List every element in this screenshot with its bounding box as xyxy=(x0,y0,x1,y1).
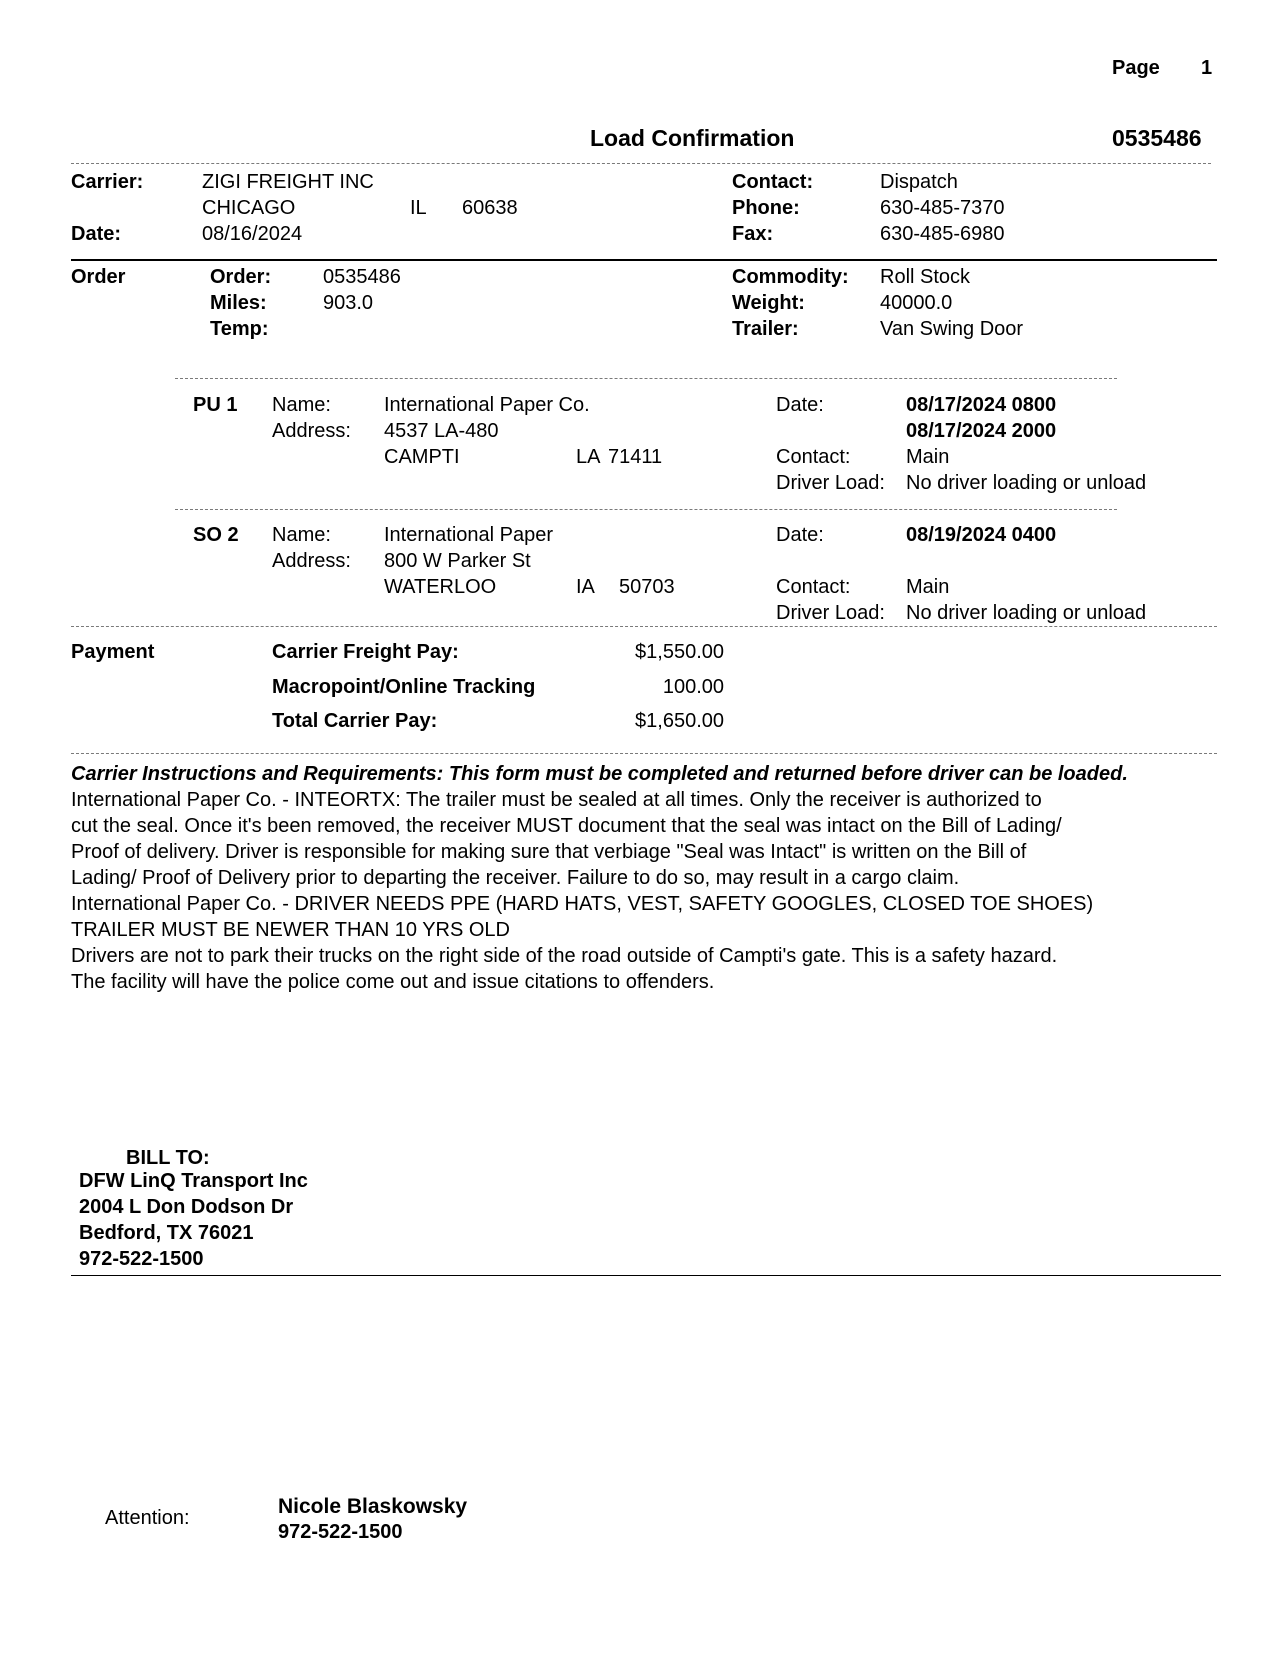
order-section-label: Order xyxy=(71,266,126,288)
contact-label: Contact: xyxy=(732,171,814,193)
carrier-fax: 630-485-6980 xyxy=(880,223,1005,245)
stop-city: CAMPTI xyxy=(384,446,460,468)
stop-code: SO 2 xyxy=(193,524,239,546)
stop-contact-label: Contact: xyxy=(776,576,851,598)
trailer-label: Trailer: xyxy=(732,318,799,340)
instructions-heading: Carrier Instructions and Requirements: This form must be completed and returned before driver can be loaded. xyxy=(71,763,1128,785)
bill-to-street: 2004 L Don Dodson Dr xyxy=(79,1196,294,1218)
stop-divider xyxy=(175,509,1117,510)
stop-date-label: Date: xyxy=(776,394,824,416)
payment-section-label: Payment xyxy=(71,641,155,663)
bill-to-label: BILL TO: xyxy=(126,1147,210,1169)
stop-zip: 71411 xyxy=(608,446,663,468)
phone-label: Phone: xyxy=(732,197,800,219)
stop-address: 4537 LA-480 xyxy=(384,420,499,442)
stop-date: 08/17/2024 0800 xyxy=(906,394,1057,416)
instruction-line: The facility will have the police come out and issue citations to offenders. xyxy=(71,971,715,993)
instruction-line: International Paper Co. - INTEORTX: The trailer must be sealed at all times. Only the receiver is authorized to xyxy=(71,789,1042,811)
stop-date-end: 08/17/2024 2000 xyxy=(906,420,1057,442)
temp-label: Temp: xyxy=(210,318,269,340)
stop-name: International Paper xyxy=(384,524,554,546)
header-divider xyxy=(71,163,1211,164)
document-title: Load Confirmation xyxy=(590,125,795,151)
payment-total-amount: $1,650.00 xyxy=(635,710,724,732)
order-miles: 903.0 xyxy=(323,292,374,314)
carrier-divider xyxy=(71,259,1217,261)
date-label: Date: xyxy=(71,223,122,245)
stop-driver-load-label: Driver Load: xyxy=(776,602,885,624)
bill-to-phone: 972-522-1500 xyxy=(79,1248,204,1270)
attention-label: Attention: xyxy=(105,1507,190,1529)
carrier-phone: 630-485-7370 xyxy=(880,197,1005,219)
instructions-divider xyxy=(71,753,1217,754)
carrier-name: ZIGI FREIGHT INC xyxy=(202,171,374,193)
bill-to-company: DFW LinQ Transport Inc xyxy=(79,1170,308,1192)
instruction-line: Drivers are not to park their trucks on the right side of the road outside of Campti's gate. This is a safety hazard. xyxy=(71,945,1058,967)
stop-address-label: Address: xyxy=(272,420,351,442)
weight-label: Weight: xyxy=(732,292,805,314)
confirmation-date: 08/16/2024 xyxy=(202,223,303,245)
payment-total-label: Total Carrier Pay: xyxy=(272,710,438,732)
attention-name: Nicole Blaskowsky xyxy=(278,1495,468,1518)
payment-line-amount: $1,550.00 xyxy=(635,641,724,663)
payment-line-label: Carrier Freight Pay: xyxy=(272,641,459,663)
stop-name-label: Name: xyxy=(272,524,331,546)
commodity-label: Commodity: xyxy=(732,266,849,288)
payment-line-label: Macropoint/Online Tracking xyxy=(272,676,536,698)
instruction-line: TRAILER MUST BE NEWER THAN 10 YRS OLD xyxy=(71,919,510,941)
miles-label: Miles: xyxy=(210,292,267,314)
stop-state: IA xyxy=(576,576,595,598)
carrier-city: CHICAGO xyxy=(202,197,296,219)
stop-state: LA xyxy=(576,446,601,468)
order-trailer: Van Swing Door xyxy=(880,318,1024,340)
stop-name-label: Name: xyxy=(272,394,331,416)
stop-code: PU 1 xyxy=(193,394,238,416)
page-label: Page xyxy=(1112,57,1160,79)
stop-contact: Main xyxy=(906,446,950,468)
carrier-zip: 60638 xyxy=(462,197,518,219)
stop-driver-load: No driver loading or unload xyxy=(906,472,1147,494)
fax-label: Fax: xyxy=(732,223,774,245)
stop-name: International Paper Co. xyxy=(384,394,590,416)
stop-date-label: Date: xyxy=(776,524,824,546)
stop-driver-load: No driver loading or unload xyxy=(906,602,1147,624)
stop-city: WATERLOO xyxy=(384,576,497,598)
order-weight: 40000.0 xyxy=(880,292,953,314)
bill-to-divider xyxy=(71,1275,1221,1276)
attention-phone: 972-522-1500 xyxy=(278,1521,403,1543)
stop-contact: Main xyxy=(906,576,950,598)
stop-address-label: Address: xyxy=(272,550,351,572)
carrier-contact: Dispatch xyxy=(880,171,958,193)
stop-zip: 50703 xyxy=(619,576,675,598)
payment-divider xyxy=(71,626,1217,627)
instruction-line: Lading/ Proof of Delivery prior to departing the receiver. Failure to do so, may result in a cargo claim. xyxy=(71,867,960,889)
stop-contact-label: Contact: xyxy=(776,446,851,468)
order-commodity: Roll Stock xyxy=(880,266,971,288)
document-number: 0535486 xyxy=(1112,125,1202,151)
order-number: 0535486 xyxy=(323,266,401,288)
stop-divider xyxy=(175,378,1117,379)
stop-date: 08/19/2024 0400 xyxy=(906,524,1057,546)
carrier-label: Carrier: xyxy=(71,171,144,193)
page-number: 1 xyxy=(1201,57,1213,79)
order-label: Order: xyxy=(210,266,272,288)
instruction-line: Proof of delivery. Driver is responsible for making sure that verbiage "Seal was Intact" is written on the Bill of xyxy=(71,841,1027,863)
instruction-line: International Paper Co. - DRIVER NEEDS PPE (HARD HATS, VEST, SAFETY GOOGLES, CLOSED TOE SHOES) xyxy=(71,893,1094,915)
payment-line-amount: 100.00 xyxy=(662,676,724,698)
bill-to-city: Bedford, TX 76021 xyxy=(79,1222,254,1244)
stop-address: 800 W Parker St xyxy=(384,550,531,572)
instruction-line: cut the seal. Once it's been removed, the receiver MUST document that the seal was intact on the Bill of Lading/ xyxy=(71,815,1062,837)
carrier-state: IL xyxy=(410,197,427,219)
stop-driver-load-label: Driver Load: xyxy=(776,472,885,494)
